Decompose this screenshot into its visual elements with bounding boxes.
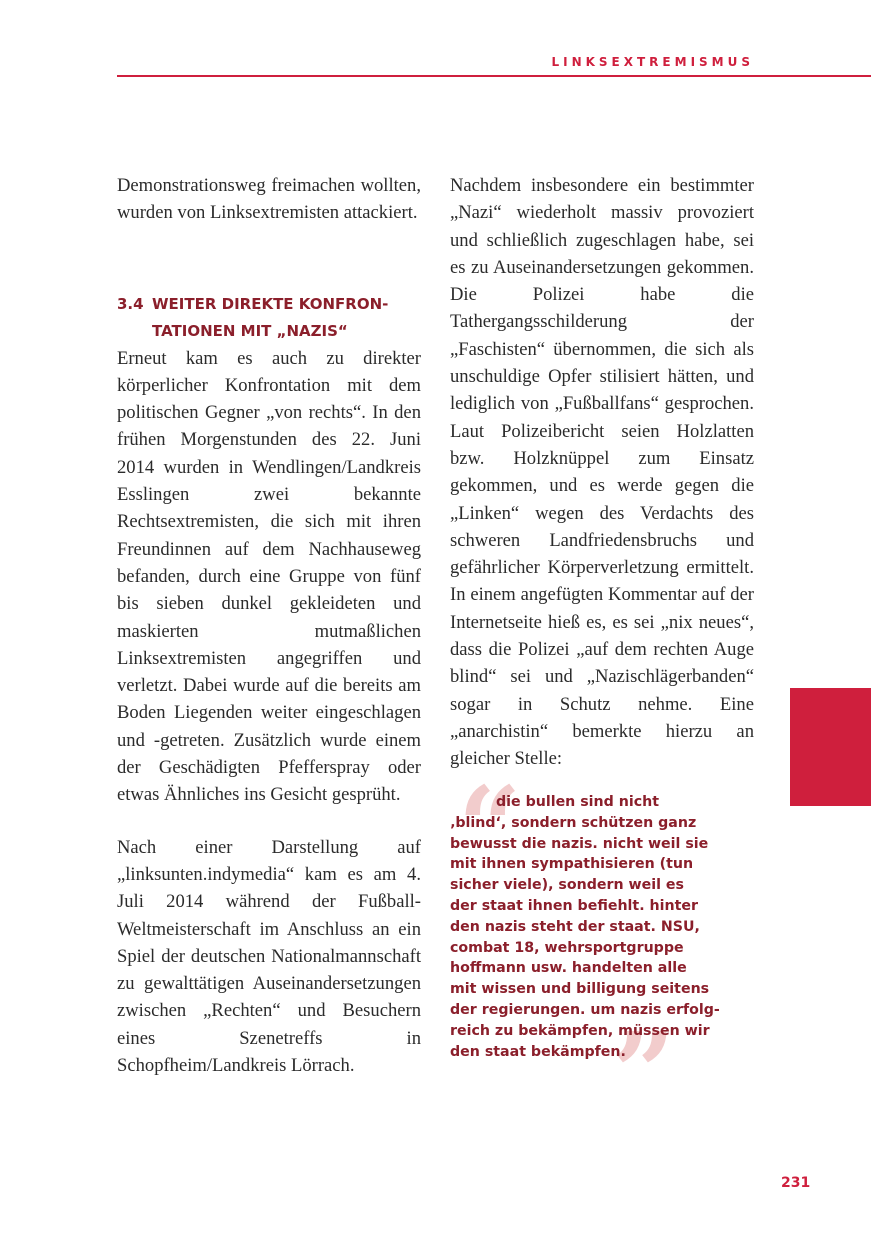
right-paragraph-1: Nachdem insbesondere ein bestimmter „Nazi“ wiederholt massiv provoziert und schließlich zugeschlagen habe, sei es zu Auseinandersetzungen gekommen. Die Polizei habe die Tathergangsschilderung der „Faschisten“ übernommen, die sich als unschuldige Opfer stilisiert hätten, und lediglich von „Fußballfans“ gesprochen. Laut Polizeibericht seien Holzlatten bzw. Holzknüppel zum Einsatz gekommen, und es werde gegen die „Linken“ wegen des Verdachts des schweren Landfriedensbruchs und gefährlicher Körperverletzung ermittelt. In einem angefügten Kommentar auf der Internetseite hieß es, es sei „nix neues“, dass die Polizei „auf dem rechten Auge blind“ sei und „Nazischlägerbanden“ sogar in Schutz nehme. Eine „anarchistin“ bemerkte hierzu an gleicher Stelle: [450,175,754,770]
chapter-side-tab [790,688,871,806]
quote-line: reich zu bekämpfen, müssen wir [450,1022,710,1039]
section-heading [117,291,421,345]
pull-quote [450,762,750,1137]
header-rule [117,75,871,77]
running-header-title: LINKSEXTREMISMUS [551,55,754,69]
quote-line: der staat ihnen befiehlt. hinter [450,897,698,914]
quote-line: mit ihnen sympathisieren (tun [450,856,694,873]
section-title-line-1: WEITER DIREKTE KONFRON- [152,294,389,313]
page-number: 231 [781,1175,811,1191]
quote-line: sicher viele), sondern weil es [450,877,684,894]
section-number: 3.4 [117,294,144,313]
closing-quote-mark-icon: ” [612,1008,676,1137]
quote-line: den staat bekämpfen. [450,1043,626,1060]
quote-line: bewusst die nazis. nicht weil sie [450,835,709,852]
quote-line: der regierungen. um nazis erfolg- [450,1001,720,1018]
section-title-line-2: TATIONEN MIT „NAZIS“ [152,321,348,340]
quote-line: den nazis steht der staat. NSU, [450,918,700,935]
right-column [450,172,754,773]
left-column [117,172,421,1079]
quote-line: ‚blind‘, sondern schützen ganz [450,814,697,831]
quote-line: hoffmann usw. handelten alle [450,960,687,977]
quote-line: combat 18, wehrsportgruppe [450,939,684,956]
left-paragraph-1: Demonstrationsweg freimachen wollten, wurden von Linksextremisten attackiert. [117,175,421,224]
quote-text [450,792,750,1062]
quote-line: mit wissen und billigung seitens [450,981,710,998]
left-paragraph-2: Erneut kam es auch zu direkter körperlicher Konfrontation mit dem politischen Gegner „von rechts“. In den frühen Morgenstunden des 22. Juni 2014 wurden in Wendlingen/Landkreis Esslingen zwei bekannte Rechtsextremisten, die sich mit ihren Freundinnen auf dem Nachhauseweg befanden, durch eine Gruppe von fünf bis sieben dunkel gekleideten und maskierten mutmaßlichen Linksextremisten angegriffen und verletzt. Dabei wurde auf die bereits am Boden Liegenden weiter eingeschlagen und -getreten. Zusätzlich wurde einem der Geschädigten Pfefferspray oder etwas Ähnliches ins Gesicht gesprüht. [117,347,421,806]
opening-quote-mark-icon: “ [458,762,522,891]
left-paragraph-3: Nach einer Darstellung auf „linksunten.indymedia“ kam es am 4. Juli 2014 während der Fußball-Weltmeisterschaft im Anschluss an ein Spiel der deutschen Nationalmannschaft zu gewalttätigen Auseinandersetzungen zwischen „Rechten“ und Besuchern eines Szenetreffs in Schopfheim/Landkreis Lörrach. [117,836,421,1077]
quote-line: die bullen sind nicht [496,794,659,810]
